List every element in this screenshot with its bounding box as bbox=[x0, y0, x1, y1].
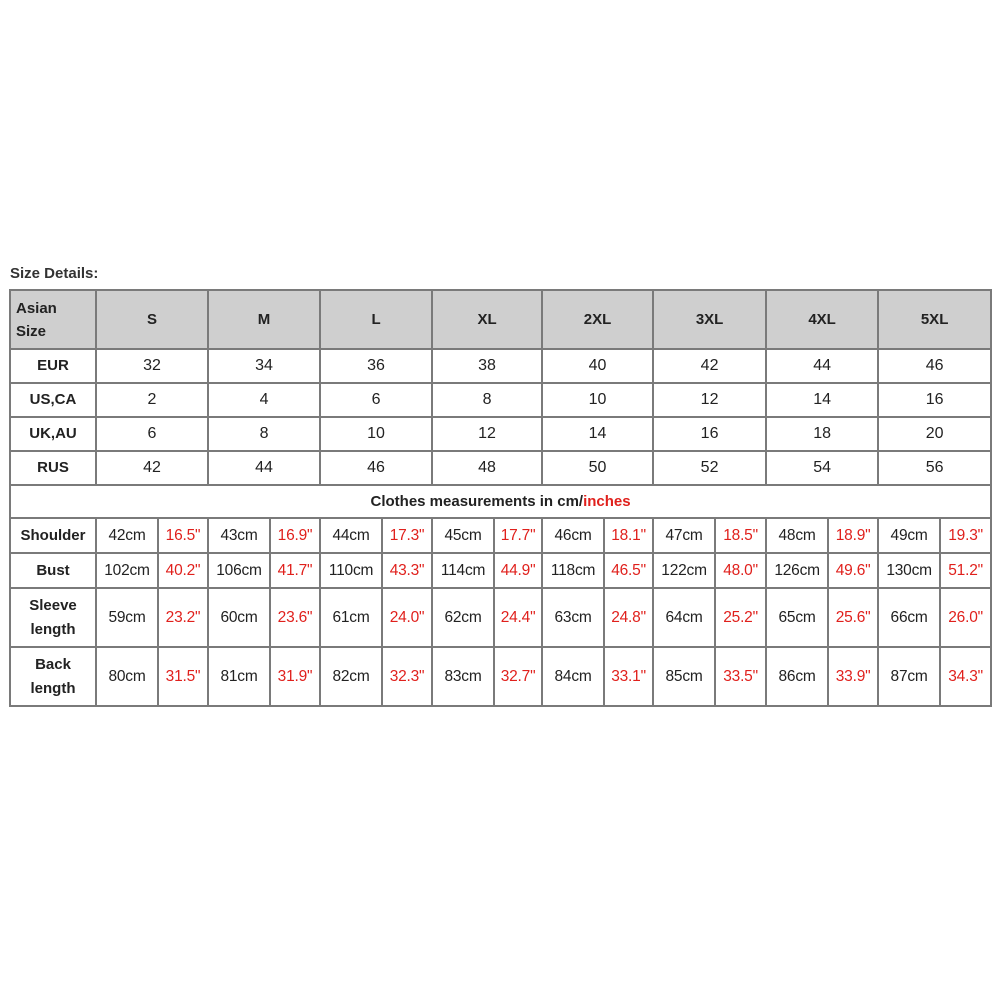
size-value-cell: 12 bbox=[432, 417, 542, 451]
size-value-cell: 42 bbox=[96, 451, 208, 485]
size-value-cell: 16 bbox=[653, 417, 766, 451]
inch-value-cell: 24.8" bbox=[604, 588, 653, 647]
size-value-cell: 14 bbox=[542, 417, 653, 451]
cm-value-cell: 126cm bbox=[766, 553, 828, 588]
inch-value-cell: 18.5" bbox=[715, 518, 766, 553]
cm-value-cell: 63cm bbox=[542, 588, 604, 647]
inch-value-cell: 41.7" bbox=[270, 553, 320, 588]
inch-value-cell: 33.5" bbox=[715, 647, 766, 706]
measurement-label-line2: length bbox=[30, 620, 76, 638]
inch-value-cell: 25.2" bbox=[715, 588, 766, 647]
size-value-cell: 8 bbox=[208, 417, 320, 451]
inch-value-cell: 34.3" bbox=[940, 647, 991, 706]
inch-value-cell: 48.0" bbox=[715, 553, 766, 588]
size-row bbox=[10, 451, 991, 485]
cm-value-cell: 48cm bbox=[766, 518, 828, 553]
measurement-label bbox=[10, 553, 96, 588]
size-header-l: L bbox=[320, 290, 432, 349]
cm-value-cell: 82cm bbox=[320, 647, 382, 706]
cm-value-cell: 45cm bbox=[432, 518, 494, 553]
size-value-cell: 52 bbox=[653, 451, 766, 485]
cm-value-cell: 61cm bbox=[320, 588, 382, 647]
asian-size-line1: Asian bbox=[16, 299, 57, 317]
size-value-cell: 14 bbox=[766, 383, 878, 417]
cm-value-cell: 59cm bbox=[96, 588, 158, 647]
cm-value-cell: 62cm bbox=[432, 588, 494, 647]
inch-value-cell: 24.0" bbox=[382, 588, 432, 647]
cm-value-cell: 102cm bbox=[96, 553, 158, 588]
inch-value-cell: 32.7" bbox=[494, 647, 542, 706]
size-header-m: M bbox=[208, 290, 320, 349]
size-value-cell: 40 bbox=[542, 349, 653, 383]
inch-value-cell: 44.9" bbox=[494, 553, 542, 588]
size-value-cell: 4 bbox=[208, 383, 320, 417]
inch-value-cell: 17.7" bbox=[494, 518, 542, 553]
size-value-cell: 34 bbox=[208, 349, 320, 383]
inch-value-cell: 16.9" bbox=[270, 518, 320, 553]
cm-value-cell: 46cm bbox=[542, 518, 604, 553]
cm-value-cell: 47cm bbox=[653, 518, 715, 553]
size-header-s: S bbox=[96, 290, 208, 349]
size-value-cell: 36 bbox=[320, 349, 432, 383]
size-row bbox=[10, 417, 991, 451]
size-row bbox=[10, 383, 991, 417]
inch-value-cell: 31.9" bbox=[270, 647, 320, 706]
measurement-row bbox=[10, 588, 991, 647]
inch-value-cell: 18.9" bbox=[828, 518, 878, 553]
size-value-cell: 10 bbox=[542, 383, 653, 417]
inch-value-cell: 26.0" bbox=[940, 588, 991, 647]
cm-value-cell: 114cm bbox=[432, 553, 494, 588]
cm-value-cell: 86cm bbox=[766, 647, 828, 706]
size-header-2xl: 2XL bbox=[542, 290, 653, 349]
size-value-cell: 20 bbox=[878, 417, 991, 451]
cm-value-cell: 85cm bbox=[653, 647, 715, 706]
inch-value-cell: 24.4" bbox=[494, 588, 542, 647]
size-value-cell: 6 bbox=[320, 383, 432, 417]
size-header-5xl: 5XL bbox=[878, 290, 991, 349]
cm-value-cell: 66cm bbox=[878, 588, 940, 647]
size-header-xl: XL bbox=[432, 290, 542, 349]
cm-value-cell: 81cm bbox=[208, 647, 270, 706]
inch-value-cell: 23.6" bbox=[270, 588, 320, 647]
inch-value-cell: 16.5" bbox=[158, 518, 208, 553]
cm-value-cell: 118cm bbox=[542, 553, 604, 588]
size-value-cell: 54 bbox=[766, 451, 878, 485]
size-value-cell: 18 bbox=[766, 417, 878, 451]
cm-value-cell: 84cm bbox=[542, 647, 604, 706]
size-chart-table bbox=[9, 289, 992, 707]
size-value-cell: 44 bbox=[766, 349, 878, 383]
cm-value-cell: 44cm bbox=[320, 518, 382, 553]
inch-value-cell: 23.2" bbox=[158, 588, 208, 647]
inch-value-cell: 51.2" bbox=[940, 553, 991, 588]
measurement-row bbox=[10, 553, 991, 588]
size-value-cell: 2 bbox=[96, 383, 208, 417]
section-row bbox=[10, 485, 991, 518]
inch-value-cell: 17.3" bbox=[382, 518, 432, 553]
cm-value-cell: 60cm bbox=[208, 588, 270, 647]
size-details-title: Size Details: bbox=[10, 265, 99, 282]
inch-value-cell: 25.6" bbox=[828, 588, 878, 647]
size-row-label: UK,AU bbox=[10, 417, 96, 451]
size-header-3xl: 3XL bbox=[653, 290, 766, 349]
header-row bbox=[10, 290, 991, 349]
inch-value-cell: 32.3" bbox=[382, 647, 432, 706]
measurement-label-line1: Shoulder bbox=[20, 526, 86, 544]
size-row bbox=[10, 349, 991, 383]
size-row-label: EUR bbox=[10, 349, 96, 383]
size-row-label: RUS bbox=[10, 451, 96, 485]
size-row-label: US,CA bbox=[10, 383, 96, 417]
cm-value-cell: 80cm bbox=[96, 647, 158, 706]
measurement-row bbox=[10, 647, 991, 706]
asian-size-line2: Size bbox=[16, 322, 47, 340]
measurements-heading-text: Clothes measurements in cm/ bbox=[370, 493, 584, 510]
cm-value-cell: 43cm bbox=[208, 518, 270, 553]
measurement-label bbox=[10, 647, 96, 706]
measurement-label bbox=[10, 518, 96, 553]
size-value-cell: 56 bbox=[878, 451, 991, 485]
size-value-cell: 38 bbox=[432, 349, 542, 383]
inch-value-cell: 31.5" bbox=[158, 647, 208, 706]
inch-value-cell: 43.3" bbox=[382, 553, 432, 588]
size-value-cell: 46 bbox=[878, 349, 991, 383]
size-value-cell: 42 bbox=[653, 349, 766, 383]
cm-value-cell: 49cm bbox=[878, 518, 940, 553]
cm-value-cell: 83cm bbox=[432, 647, 494, 706]
inch-value-cell: 40.2" bbox=[158, 553, 208, 588]
measurement-label bbox=[10, 588, 96, 647]
inch-value-cell: 49.6" bbox=[828, 553, 878, 588]
measurement-row bbox=[10, 518, 991, 553]
size-value-cell: 6 bbox=[96, 417, 208, 451]
measurements-heading bbox=[10, 485, 991, 518]
cm-value-cell: 64cm bbox=[653, 588, 715, 647]
size-value-cell: 50 bbox=[542, 451, 653, 485]
size-value-cell: 8 bbox=[432, 383, 542, 417]
size-value-cell: 46 bbox=[320, 451, 432, 485]
measurements-heading-inches: inches bbox=[583, 493, 631, 510]
cm-value-cell: 130cm bbox=[878, 553, 940, 588]
inch-value-cell: 19.3" bbox=[940, 518, 991, 553]
size-value-cell: 44 bbox=[208, 451, 320, 485]
size-value-cell: 12 bbox=[653, 383, 766, 417]
size-value-cell: 32 bbox=[96, 349, 208, 383]
measurement-label-line1: Back bbox=[35, 655, 71, 673]
cm-value-cell: 87cm bbox=[878, 647, 940, 706]
size-value-cell: 16 bbox=[878, 383, 991, 417]
cm-value-cell: 42cm bbox=[96, 518, 158, 553]
asian-size-header bbox=[10, 290, 96, 349]
size-value-cell: 10 bbox=[320, 417, 432, 451]
measurement-label-line2: length bbox=[30, 679, 76, 697]
size-header-4xl: 4XL bbox=[766, 290, 878, 349]
inch-value-cell: 33.1" bbox=[604, 647, 653, 706]
size-value-cell: 48 bbox=[432, 451, 542, 485]
cm-value-cell: 106cm bbox=[208, 553, 270, 588]
cm-value-cell: 110cm bbox=[320, 553, 382, 588]
measurement-label-line1: Sleeve bbox=[29, 596, 77, 614]
cm-value-cell: 65cm bbox=[766, 588, 828, 647]
inch-value-cell: 18.1" bbox=[604, 518, 653, 553]
inch-value-cell: 46.5" bbox=[604, 553, 653, 588]
measurement-label-line1: Bust bbox=[36, 561, 70, 579]
inch-value-cell: 33.9" bbox=[828, 647, 878, 706]
cm-value-cell: 122cm bbox=[653, 553, 715, 588]
